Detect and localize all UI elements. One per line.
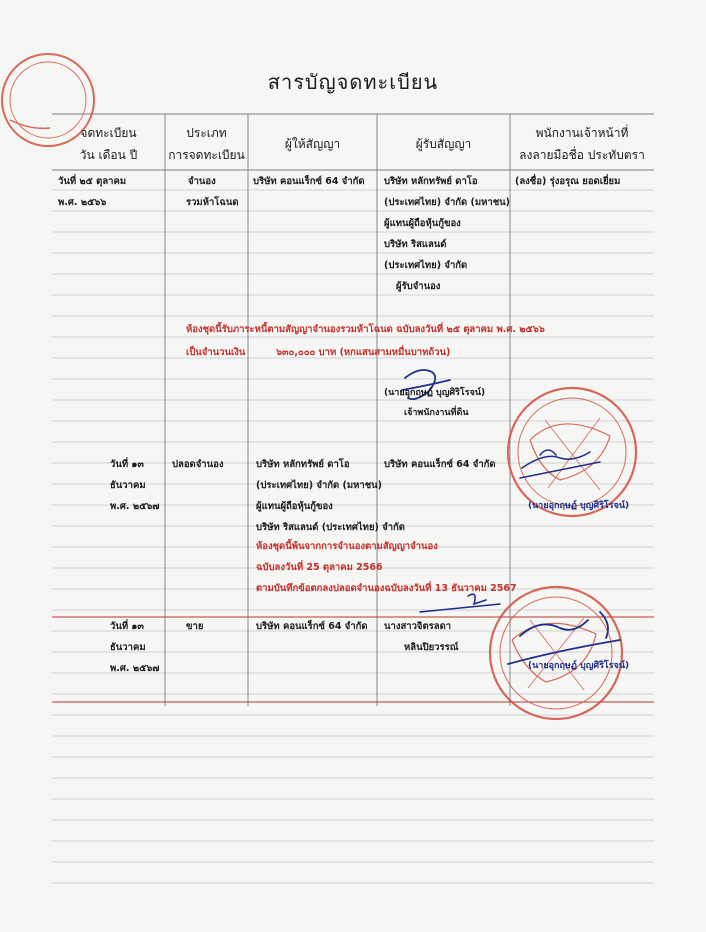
entry3-stamp-name: (นายอุกฤษฏ์ บุญศิริโรจน์) [528, 661, 630, 671]
header-grantee [377, 133, 510, 155]
entry2-grantor-line3: ผู้แทนผู้ถือหุ้นกู้ของ [256, 501, 333, 512]
signature-seal-1 [520, 450, 600, 478]
entry2-note-line2: ฉบับลงวันที่ 25 ตุลาคม 2566 [256, 562, 383, 573]
entry1-note-line1: ห้องชุดนี้รับภาระหนี้ตามสัญญาจำนองรวมห้าโฉนด ฉบับลงวันที่ ๒๕ ตุลาคม พ.ศ. ๒๕๖๖ [186, 324, 545, 335]
header-type-line1: ประเภท [186, 126, 227, 140]
header-grantor-line1: ผู้ให้สัญญา [284, 137, 341, 151]
header-officer [510, 122, 654, 166]
header-date-line2: วัน เดือน ปี [79, 148, 138, 162]
entry1-note-line2a: เป็นจำนวนเงิน [186, 347, 246, 358]
entry2-grantor-line2: (ประเทศไทย) จำกัด (มหาชน) [256, 480, 382, 491]
entry1-date-line2: พ.ศ. ๒๕๖๖ [58, 197, 107, 208]
entry1-date-line1: วันที่ ๒๕ ตุลาคม [58, 176, 127, 187]
entry1-note-line2b: ๖๓๐,๐๐๐ บาท (หกแสนสามหมื่นบาทถ้วน) [276, 347, 451, 358]
entry2-stamp-name: (นายอุกฤษฏ์ บุญศิริโรจน์) [528, 501, 630, 511]
entry1-grantee-line1: บริษัท หลักทรัพย์ ดาโอ [384, 176, 478, 187]
entry3-date-line1: วันที่ ๑๓ [110, 621, 144, 632]
entry3-date-line2: ธันวาคม [110, 642, 146, 653]
header-type [165, 122, 248, 166]
entry1-officer: (ลงชื่อ) รุ่งอรุณ ยอดเยี่ยม [515, 176, 621, 187]
entry2-grantor-line1: บริษัท หลักทรัพย์ ดาโอ [256, 459, 350, 470]
entry1-grantee-line4: บริษัท ริสแลนด์ [384, 239, 447, 250]
header-type-line2: การจดทะเบียน [168, 148, 245, 162]
entry2-date-line1: วันที่ ๑๓ [110, 459, 144, 470]
entry3-grantor: บริษัท คอนแร็กซ์ 64 จำกัด [256, 621, 368, 632]
entry2-date-line3: พ.ศ. ๒๕๖๗ [110, 501, 160, 512]
entry1-signer-name: (นายอุกฤษฏ์ บุญศิริโรจน์) [384, 388, 486, 398]
header-date-line1: จดทะเบียน [80, 126, 137, 140]
entry1-type-line1: จำนอง [188, 176, 216, 187]
official-seal-1 [508, 388, 636, 516]
entry2-type: ปลอดจำนอง [172, 459, 224, 470]
header-grantee-line1: ผู้รับสัญญา [415, 137, 472, 151]
entry1-signer-title: เจ้าพนักงานที่ดิน [404, 408, 469, 418]
entry2-note-line1: ห้องชุดนี้พ้นจากการจำนองตามสัญญาจำนอง [256, 541, 438, 552]
entry2-date-line2: ธันวาคม [110, 480, 146, 491]
entry1-grantor: บริษัท คอนแร็กซ์ 64 จำกัด [253, 176, 365, 187]
header-grantor [248, 133, 377, 155]
entry3-grantee-line2: หลินปิยวรรณ์ [404, 642, 459, 653]
entry1-grantee-line6: ผู้รับจำนอง [396, 281, 441, 292]
entry2-grantor-line4: บริษัท ริสแลนด์ (ประเทศไทย) จำกัด [256, 522, 405, 533]
signature-entry-2 [420, 594, 500, 612]
entry1-type-line2: รวมห้าโฉนด [186, 197, 239, 208]
entry2-grantee: บริษัท คอนแร็กซ์ 64 จำกัด [384, 459, 496, 470]
header-date [52, 122, 165, 166]
page-title: สารบัญจดทะเบียน [267, 70, 439, 94]
entry3-type: ขาย [186, 621, 204, 632]
entry1-grantee-line3: ผู้แทนผู้ถือหุ้นกู้ของ [384, 218, 461, 229]
entry2-note-line3: ตามบันทึกข้อตกลงปลอดจำนองฉบับลงวันที่ 13 ธันวาคม 2567 [256, 583, 517, 594]
entry1-grantee-line2: (ประเทศไทย) จำกัด (มหาชน) [384, 197, 510, 208]
signature-seal-2 [508, 612, 620, 664]
entry1-grantee-line5: (ประเทศไทย) จำกัด [384, 260, 468, 271]
header-officer-line2: ลงลายมือชื่อ ประทับตรา [519, 148, 645, 162]
entry3-grantee-line1: นางสาวจิตรลดา [384, 621, 452, 632]
header-officer-line1: พนักงานเจ้าหน้าที่ [535, 126, 629, 140]
entry3-date-line3: พ.ศ. ๒๕๖๗ [110, 663, 160, 674]
